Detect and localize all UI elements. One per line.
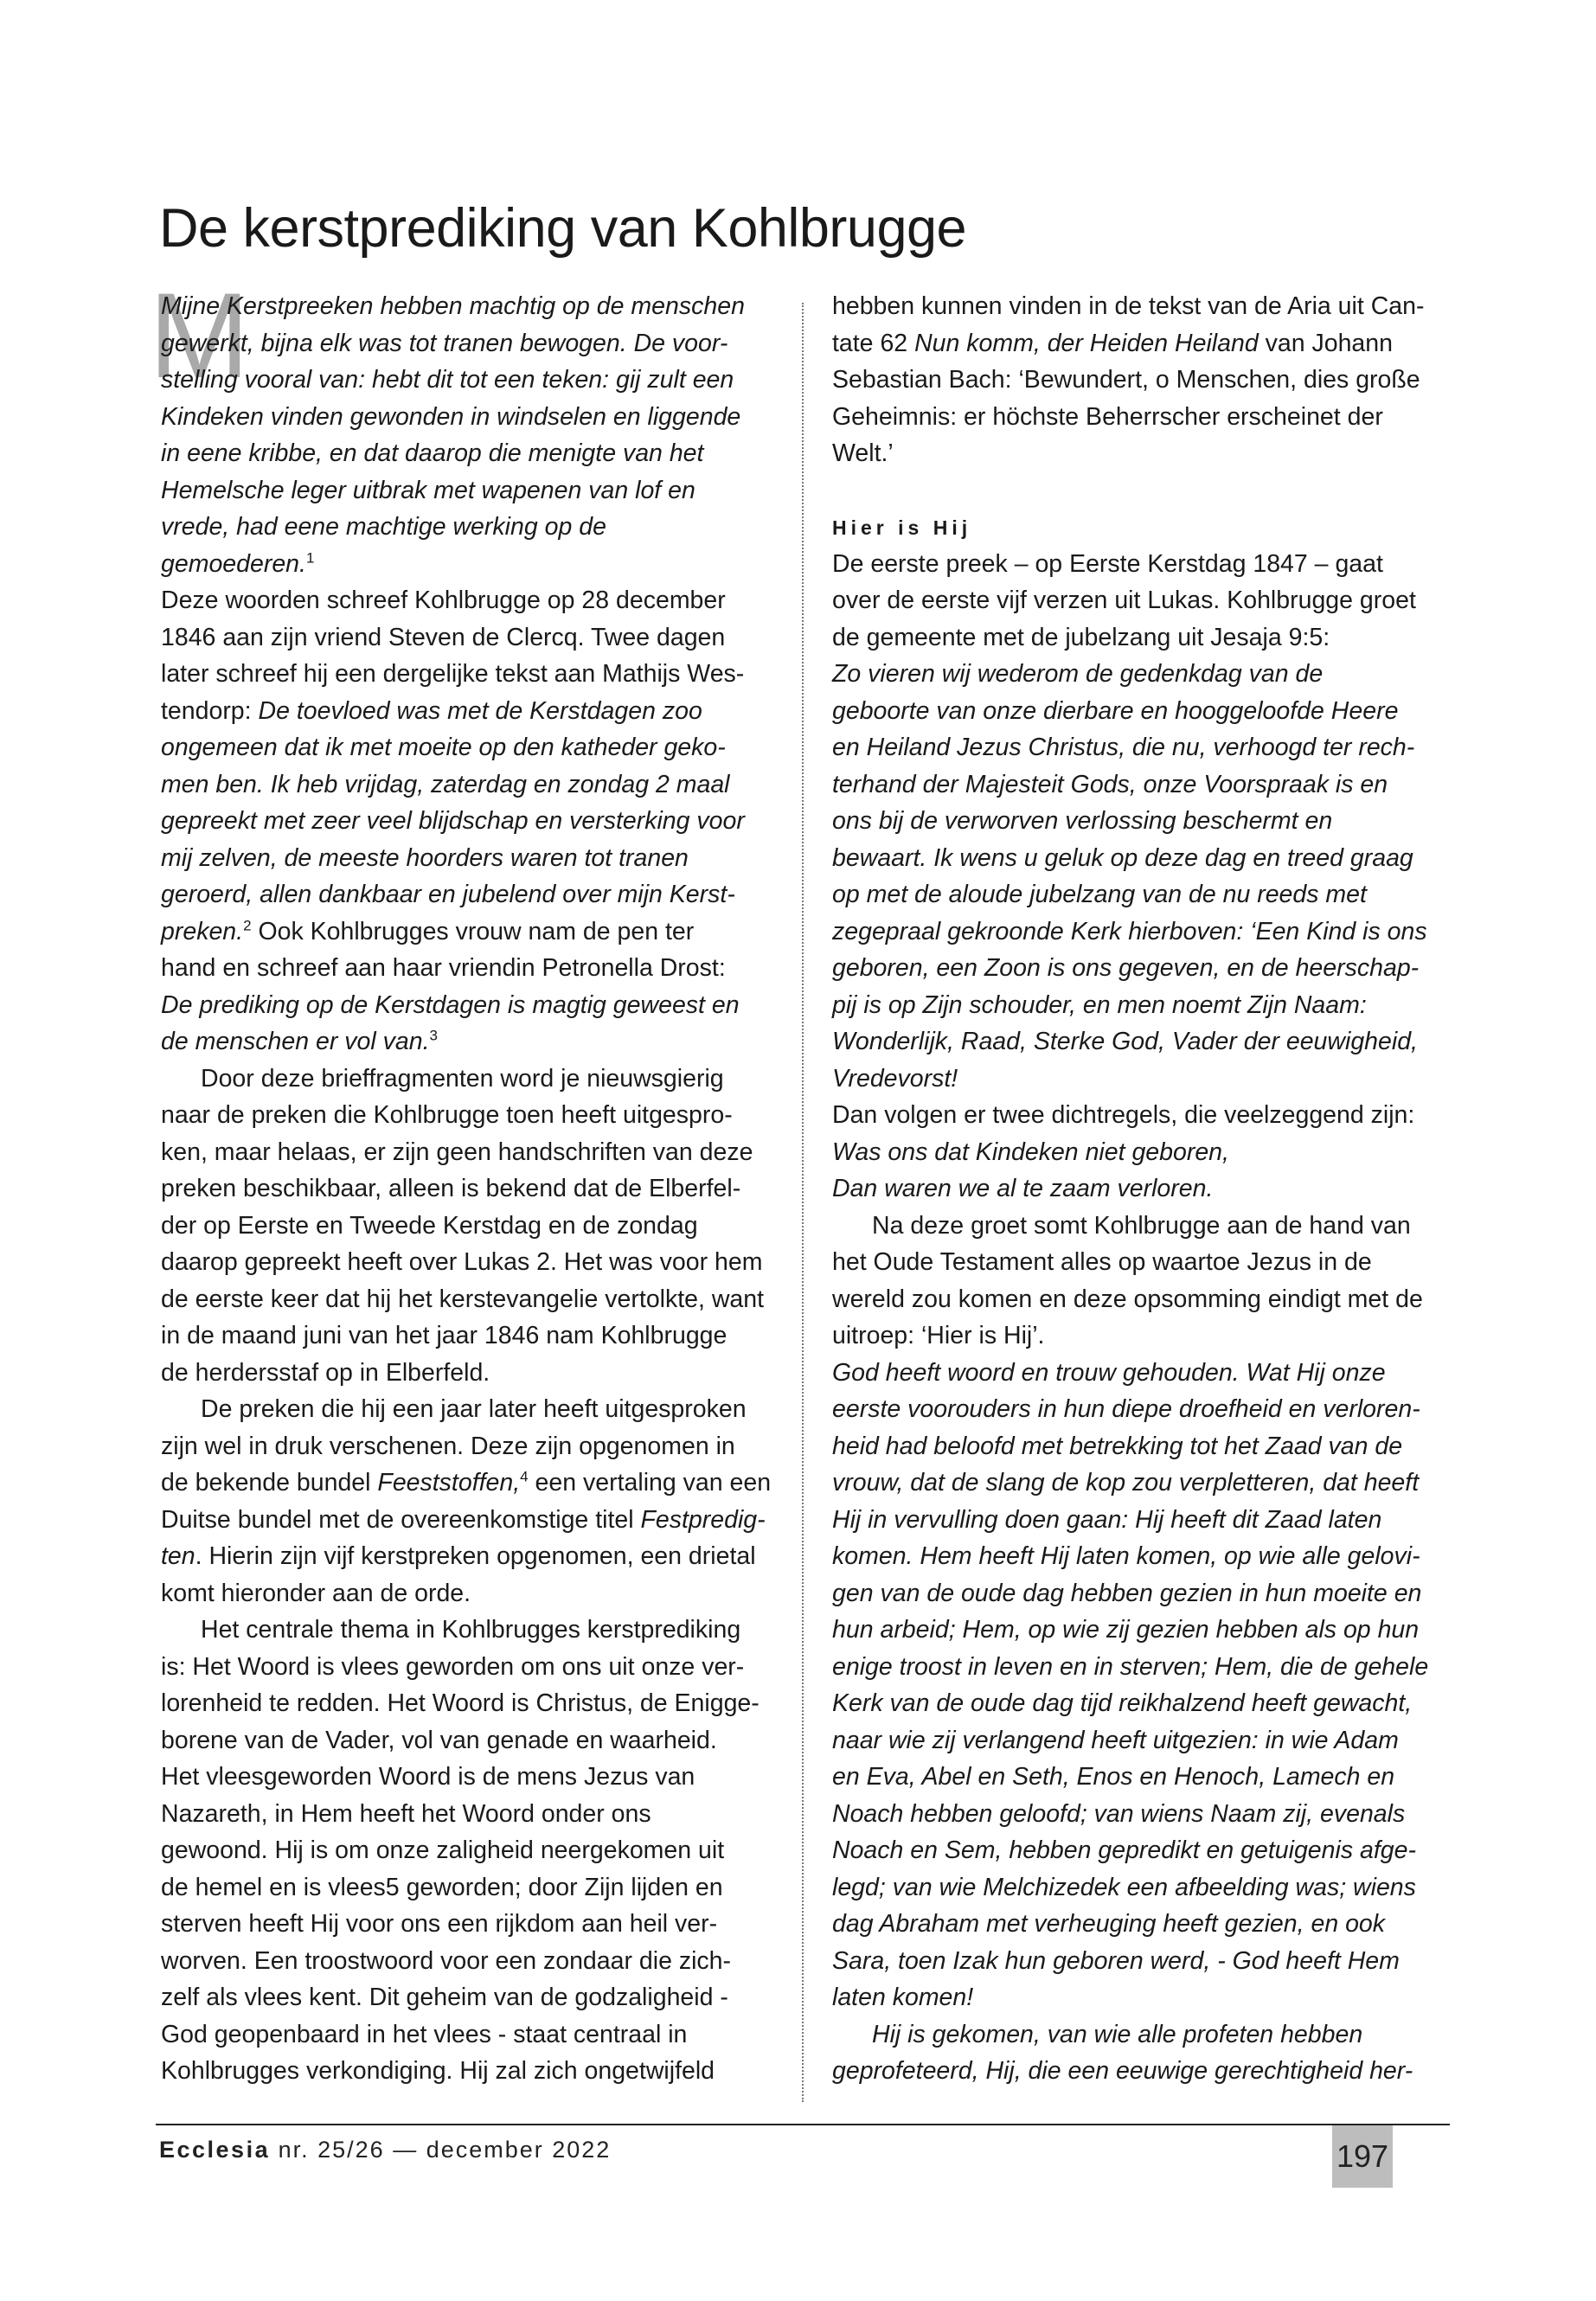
text-run: preken. [161,917,244,945]
text-line [832,1832,1455,1869]
text-run: en Eva, Abel en Seth, Enos en Henoch, Lamech en [832,1763,1395,1791]
text-line [832,1906,1455,1943]
text-line [832,582,1455,619]
text-run: in eene kribbe, en dat daarop die menigte van het [161,439,704,467]
text-line [832,876,1455,913]
drop-cap: M [149,267,250,403]
text-line [161,582,766,619]
text-line [161,913,766,951]
text-run: bewaart. Ik wens u geluk op deze dag en treed graag [832,843,1413,872]
text-run: de menschen er vol van. [161,1028,430,1055]
text-run: terhand der Majesteit Gods, onze Voorspraak is en [832,770,1388,798]
text-line [832,987,1455,1024]
text-run: dag Abraham met verheuging heeft gezien, en ook [832,1910,1386,1938]
text-line [161,1355,766,1392]
text-line [832,1355,1455,1392]
text-run: en Heiland Jezus Christus, die nu, verhoogd ter rech- [832,734,1415,761]
text-line [161,1170,766,1208]
text-line [161,840,766,877]
text-run: Wonderlijk, Raad, Sterke God, Vader der eeuwigheid, [832,1028,1418,1055]
text-run: geboren, een Zoon is ons gegeven, en de heerschap- [832,954,1420,982]
text-run: het Oude Testament alles op waartoe Jezus in de [832,1248,1372,1276]
text-run: zelf als vlees kent. Dit geheim van de godzaligheid - [161,1984,728,2011]
text-run: Welt.’ [832,439,894,467]
text-line [832,1465,1455,1502]
text-line [832,1317,1455,1355]
column-divider [802,303,804,2102]
text-line [832,2053,1455,2090]
text-line [832,729,1455,766]
text-line [161,1317,766,1355]
text-run: Nazareth, in Hem heeft het Woord onder ons [161,1799,651,1828]
text-run: Zo vieren wij wederom de gedenkdag van de [832,660,1324,688]
text-line [161,950,766,987]
text-run: de hemel en is vlees5 geworden; door Zijn lijden en [161,1873,723,1901]
text-line [832,435,1455,472]
text-line [161,435,766,472]
text-line [832,1170,1455,1208]
text-line [832,913,1455,951]
text-run: naar de preken die Kohlbrugge toen heeft uitgespro- [161,1101,733,1129]
text-run: worven. Een troostwoord voor een zondaar die zich- [161,1946,732,1975]
text-run: Noach hebben geloofd; van wiens Naam zij, evenals [832,1799,1406,1828]
text-run: Hij is gekomen, van wie alle profeten hebben [872,2020,1363,2048]
text-line [832,950,1455,987]
text-run: De toevloed was met de Kerstdagen zoo [258,696,702,725]
text-line [161,803,766,840]
text-run: Kerk van de oude dag tijd reikhalzend heeft gewacht, [832,1689,1413,1717]
text-line [161,1906,766,1943]
text-line [161,1722,766,1759]
text-run: Festpredig- [640,1505,766,1534]
text-line [832,656,1455,693]
text-line [161,1281,766,1318]
text-run: ken, maar helaas, er zijn geen handschriften van deze [161,1138,753,1166]
text-run: De eerste preek – op Eerste Kerstdag 1847 – gaat [832,549,1383,578]
text-run: gen van de oude dag hebben gezien in hun moeite en [832,1579,1422,1607]
issue-info: nr. 25/26 — december 2022 [278,2137,612,2163]
text-run: Mijne Kerstpreeken hebben machtig op de menschen [161,292,745,320]
journal-name: Ecclesia [159,2137,271,2163]
text-run: komen. Hem heeft Hij laten komen, op wie alle gelovi- [832,1542,1420,1570]
left-column [161,288,772,2090]
text-line [161,619,766,657]
text-line [161,1465,772,1502]
text-line [161,509,766,546]
text-run: Dan waren we al te zaam verloren. [832,1175,1214,1202]
text-line [161,1649,766,1686]
text-run: van Johann [1258,329,1393,357]
text-run: vrede, had eene machtige werking op de [161,513,606,541]
text-run: tendorp: [161,696,259,725]
text-line [161,987,766,1024]
text-line [161,2016,766,2054]
text-run: Noach en Sem, hebben gepredikt en getuigenis afge- [832,1836,1416,1864]
text-run: Deze woorden schreef Kohlbrugge op 28 december [161,586,726,614]
text-line [832,1502,1455,1539]
text-run: legd; van wie Melchizedek een afbeelding was; wiens [832,1873,1416,1901]
text-run: heid had beloofd met betrekking tot het Zaad van de [832,1432,1403,1460]
text-line [161,1538,766,1575]
text-run: Vredevorst! [832,1064,958,1093]
text-line [161,1134,766,1171]
text-line [832,472,1455,510]
text-line [832,288,1455,325]
text-run: laten komen! [832,1984,974,2011]
text-line [161,1097,766,1134]
text-run: eerste voorouders in hun diepe droefheid en verloren- [832,1395,1420,1423]
text-run: preken beschikbaar, alleen is bekend dat de Elberfel- [161,1175,741,1202]
text-line [161,729,766,766]
right-column [832,288,1455,2090]
text-line [161,1869,766,1907]
text-line [161,1208,766,1245]
text-run: Hemelsche leger uitbrak met wapenen van lof en [161,476,695,504]
text-line [161,362,766,399]
text-line [161,1685,766,1722]
text-run: tate 62 [832,329,915,357]
text-line [161,288,766,325]
text-line [161,1612,766,1649]
text-run: Kohlbrugges verkondiging. Hij zal zich ongetwijfeld [161,2057,715,2085]
text-line [161,1979,766,2016]
text-run: zijn wel in druk verschenen. Deze zijn opgenomen in [161,1432,735,1460]
text-run: een vertaling van een [528,1469,772,1497]
text-run: Sebastian Bach: ‘Bewundert, o Menschen, dies große [832,366,1420,394]
text-line [832,1097,1455,1134]
text-run: in de maand juni van het jaar 1846 nam Kohlbrugge [161,1322,727,1349]
text-run: de herdersstaf op in Elberfeld. [161,1358,490,1387]
text-run: De prediking op de Kerstdagen is magtig geweest en [161,990,740,1019]
text-line [832,766,1455,804]
text-line [832,1281,1455,1318]
text-line [161,1575,766,1612]
text-run: vrouw, dat de slang de kop zou verpletteren, dat heeft [832,1469,1420,1497]
text-run: 1846 aan zijn vriend Steven de Clercq. Twee dagen [161,623,726,651]
text-line [161,1759,766,1796]
text-run: hun arbeid; Hem, op wie zij gezien hebben als op hun [832,1616,1420,1644]
text-run: sterven heeft Hij voor ons een rijkdom aan heil ver- [161,1910,718,1938]
text-line [161,693,766,730]
text-line [832,1061,1455,1098]
text-run: de bekende bundel [161,1469,378,1497]
text-run: stelling vooral van: hebt dit tot een teken: gij zult een [161,366,734,394]
text-run: enige troost in leven en in sterven; Hem, die de gehele [832,1652,1429,1681]
text-run: ons bij de verworven verlossing beschermt en [832,807,1333,835]
text-run: gewoond. Hij is om onze zaligheid neergekomen uit [161,1836,725,1864]
text-line [832,1134,1455,1171]
text-line [832,399,1455,436]
text-line [832,1244,1455,1281]
text-run: men ben. Ik heb vrijdag, zaterdag en zondag 2 maal [161,770,730,798]
text-run: Door deze brieffragmenten word je nieuwsgierig [201,1064,724,1093]
text-run: Ook Kohlbrugges vrouw nam de pen ter [251,917,695,945]
text-run: God heeft woord en trouw gehouden. Wat Hij onze [832,1358,1386,1387]
text-line [161,1391,766,1428]
text-line [161,766,766,804]
text-run: ten [161,1542,195,1570]
text-line [161,1502,766,1539]
text-line [832,1649,1455,1686]
text-run: later schreef hij een dergelijke tekst aan Mathijs Wes- [161,660,745,688]
text-line [161,399,766,436]
text-run: Duitse bundel met de overeenkomstige titel [161,1505,641,1534]
text-run: geroerd, allen dankbaar en jubelend over mijn Kerst- [161,881,735,908]
text-run: geboorte van onze dierbare en hooggeloofde Heere [832,696,1399,725]
text-run: op met de aloude jubelzang van de nu reeds met [832,881,1367,908]
text-line [832,362,1455,399]
text-run: Sara, toen Izak hun geboren werd, - God heeft Hem [832,1946,1400,1975]
text-run: wereld zou komen en deze opsomming eindigt met de [832,1285,1423,1313]
footnote-ref: 2 [243,917,252,933]
text-line [832,1943,1455,1980]
text-line [161,656,766,693]
text-line [832,619,1455,657]
text-run: uitroep: ‘Hier is Hij’. [832,1322,1045,1349]
text-line [832,1685,1455,1722]
text-run: Feeststoffen, [377,1469,521,1497]
text-line [161,876,766,913]
text-run: komt hieronder aan de orde. [161,1579,471,1607]
footnote-ref: 4 [520,1468,529,1485]
text-run: mij zelven, de meeste hoorders waren tot tranen [161,843,689,872]
text-run: pij is op Zijn schouder, en men noemt Zijn Naam: [832,990,1367,1019]
text-line [832,1612,1455,1649]
text-run: geprofeteerd, Hij, die een eeuwige gerechtigheid her- [832,2057,1413,2085]
text-line [832,1796,1455,1833]
article-title: De kerstprediking van Kohlbrugge [159,198,967,259]
text-run: De preken die hij een jaar later heeft uitgesproken [201,1395,747,1423]
text-run: Het centrale thema in Kohlbrugges kerstprediking [201,1616,741,1644]
text-run: God geopenbaard in het vlees - staat centraal in [161,2020,688,2048]
text-line [832,1759,1455,1796]
text-line [161,1023,766,1061]
text-line [832,2016,1455,2054]
text-run: de eerste keer dat hij het kerstevangelie vertolkte, want [161,1285,765,1313]
text-run: der op Eerste en Tweede Kerstdag en de zondag [161,1211,698,1240]
text-run: hebben kunnen vinden in de tekst van de Aria uit Can- [832,292,1425,320]
text-line [832,693,1455,730]
text-run: Hij in vervulling doen gaan: Hij heeft dit Zaad laten [832,1505,1382,1534]
footnote-ref: 3 [429,1027,438,1044]
text-line [832,803,1455,840]
text-line [161,1428,766,1465]
footnote-ref: 1 [305,549,315,566]
text-run: gepreekt met zeer veel blijdschap en versterking voor [161,807,745,835]
text-line [161,1832,766,1869]
text-line [832,1575,1455,1612]
text-line [832,840,1455,877]
text-line [832,1428,1455,1465]
text-run: is: Het Woord is vlees geworden om ons uit onze ver- [161,1652,745,1681]
text-run: ongemeen dat ik met moeite op den katheder geko- [161,734,726,761]
text-run: Het vleesgeworden Woord is de mens Jezus van [161,1763,695,1791]
text-line [832,1208,1455,1245]
text-line [832,1023,1455,1061]
text-run: Was ons dat Kindeken niet geboren, [832,1138,1229,1166]
text-line [161,1061,766,1098]
text-run: naar wie zij verlangend heeft uitgezien: in wie Adam [832,1726,1399,1754]
text-line [832,1722,1455,1759]
text-line [832,509,1455,546]
text-line [161,2053,766,2090]
text-run: borene van de Vader, vol van genade en waarheid. [161,1726,717,1754]
section-heading: Hier is Hij [832,516,972,539]
footer-rule [156,2124,1450,2125]
text-run: over de eerste vijf verzen uit Lukas. Kohlbrugge groet [832,586,1416,614]
text-run: Na deze groet somt Kohlbrugge aan de hand van [872,1211,1411,1240]
footer-citation [159,2137,611,2163]
text-run: lorenheid te redden. Het Woord is Christus, de Enigge- [161,1689,760,1717]
text-line [832,1979,1455,2016]
text-line [161,1796,766,1833]
text-run: Geheimnis: er höchste Beherrscher erscheinet der [832,402,1383,431]
text-line [832,1538,1455,1575]
text-run: zegepraal gekroonde Kerk hierboven: ‘Een Kind is ons [832,917,1427,945]
text-line [161,546,766,583]
text-line [161,1244,766,1281]
text-run: . Hierin zijn vijf kerstpreken opgenomen, een drietal [195,1542,756,1570]
text-run: Kindeken vinden gewonden in windselen en liggende [161,402,741,431]
text-line [161,325,766,362]
text-run: gemoederen. [161,549,306,578]
text-line [161,472,766,510]
text-line [832,325,1455,362]
text-line [832,1391,1455,1428]
text-run: daarop gepreekt heeft over Lukas 2. Het was voor hem [161,1248,763,1276]
text-run: de gemeente met de jubelzang uit Jesaja 9:5: [832,623,1330,651]
text-line [832,1869,1455,1907]
text-run: gewerkt, bijna elk was tot tranen bewogen. De voor- [161,329,728,357]
text-line [161,1943,766,1980]
text-run: Nun komm, der Heiden Heiland [914,329,1259,357]
text-run: hand en schreef aan haar vriendin Petronella Drost: [161,954,726,982]
page-number: 197 [1332,2125,1393,2188]
text-line [832,546,1455,583]
text-run: Dan volgen er twee dichtregels, die veelzeggend zijn: [832,1101,1415,1129]
